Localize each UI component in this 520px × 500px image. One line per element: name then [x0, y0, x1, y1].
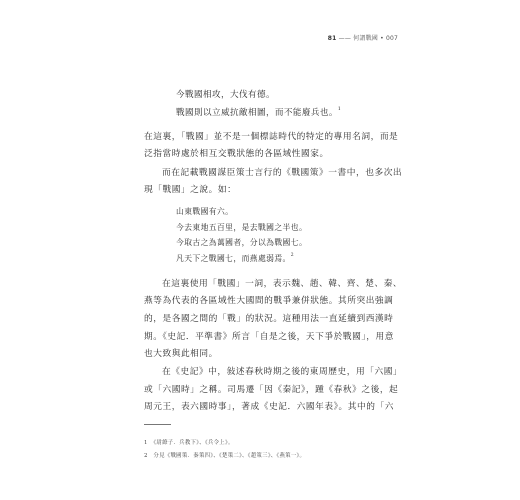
header-dash: ——: [338, 35, 352, 42]
body-line: 期。《史記．平準書》所言「自是之後，天下爭於戰國」，用意: [144, 332, 394, 342]
body-line: 泛指當時處於相互交戰狀態的各區域性國家。: [144, 149, 329, 159]
quote-line: [176, 88, 275, 100]
body-line: 而在記載戰國謀臣策士言行的《戰國策》一書中，也多次出: [162, 168, 403, 178]
body-line: 周元王，表六國時事」，著成《史記．六國年表》。其中的「六: [144, 402, 394, 412]
running-title: 何謂戰國: [353, 35, 378, 42]
body-line: 在這裏使用「戰國」一詞，表示魏、趙、韓、齊、楚、秦、: [162, 279, 403, 289]
footnote-2: 2 分見《戰國策．秦策四》、《楚策二》、《趙策三》、《燕策一》。: [144, 453, 306, 459]
quote-line: 今去東地五百里，是去戰國之半也。: [176, 223, 308, 232]
body-line: 也大致與此相同。: [144, 349, 218, 359]
body-line: 在這裏，「戰國」並不是一個標誌時代的特定的專用名詞，而是: [144, 132, 399, 142]
body-line: 的，是各國之間的「戰」的狀況。這種用法一直延續到西漢時: [144, 314, 394, 324]
quote-line: [176, 253, 294, 264]
quote-line: 山東戰國有六。: [176, 207, 234, 216]
footnote-marker: 1: [337, 107, 342, 112]
body-line: 在《史記》中，敍述春秋時期之後的東周歷史，用「六國」: [162, 367, 403, 377]
body-line: 現「戰國」之說。如：: [144, 185, 237, 195]
quote-line: 今取古之為萬國者，分以為戰國七。: [176, 238, 308, 247]
quote-text: 凡天下之戰國七，而燕處弱焉。: [176, 254, 291, 263]
running-header: [328, 33, 398, 42]
quote-text: 戰國則以立威抗敵相圖，而不能廢兵也。: [176, 108, 338, 118]
body-line: 燕等為代表的各區域性大國間的戰爭兼併狀態。其所突出強調: [144, 296, 394, 306]
footnote-divider: [144, 424, 171, 425]
quote-text: 今戰國相攻，大伐有德。: [176, 90, 275, 100]
body-line: 或「六國時」之稱。司馬遷「因《秦記》，踵《春秋》之後，起: [144, 385, 399, 395]
page-reference: • 007: [380, 35, 398, 42]
footnote-marker: 2: [290, 253, 295, 258]
page-number: 81: [327, 35, 337, 42]
footnote-1: 1 《尉繚子．兵教下》、《兵令上》。: [144, 440, 234, 446]
quote-line: [176, 106, 341, 118]
